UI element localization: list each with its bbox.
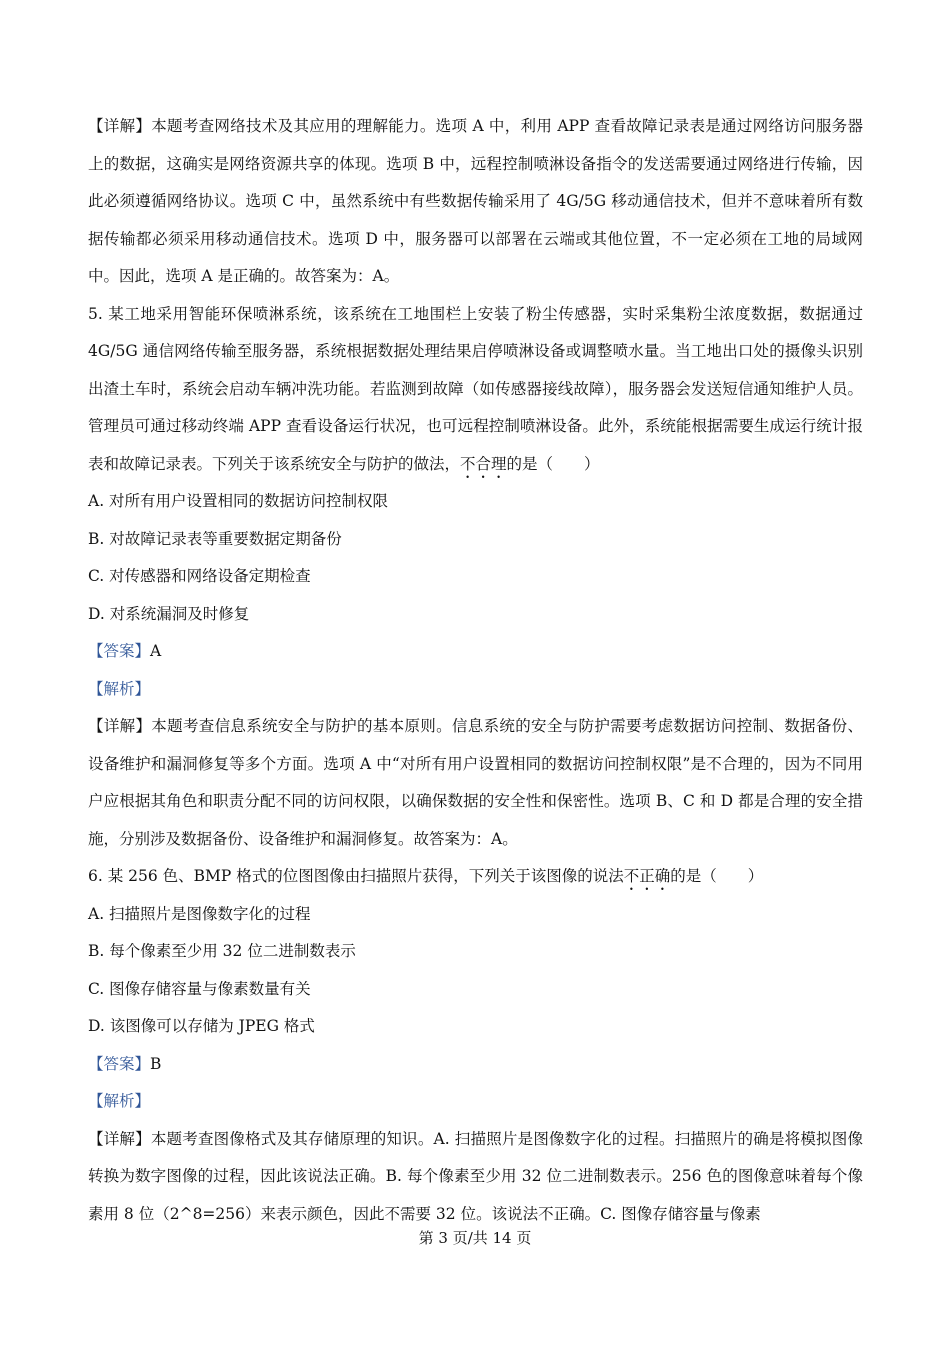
q5-option-a: A. 对所有用户设置相同的数据访问控制权限 [88, 492, 389, 510]
q6-stem-after: 的是（ ） [670, 867, 764, 885]
q5-option-c: C. 对传感器和网络设备定期检查 [88, 567, 311, 585]
q6-stem [88, 858, 863, 896]
answer-tag: 【答案】 [88, 1054, 151, 1073]
answer-value: A [150, 642, 162, 660]
analysis-tag: 【解析】 [88, 679, 151, 698]
detail-tag: 【详解】 [88, 717, 152, 735]
q6-option-a: A. 扫描照片是图像数字化的过程 [88, 904, 311, 923]
detail-tag: 【详解】 [88, 1129, 151, 1148]
q5-stem-after: 的是（ ） [506, 454, 600, 473]
q5-stem-emphasis: 不合理 [460, 454, 507, 473]
answer-value: B [150, 1054, 162, 1073]
q5-detail [88, 708, 863, 858]
q6-stem-before: 6. 某 256 色、BMP 格式的位图图像由扫描照片获得，下列关于该图像的说法 [88, 867, 624, 885]
q6-analysis [88, 1083, 863, 1121]
detail-text: 本题考查图像格式及其存储原理的知识。A. 扫描照片是图像数字化的过程。扫描照片的确是将模拟图像转换为数字图像的过程，因此该说法正确。B. 每个像素至少用 32 位二进制数表示。256 色的图像意味着每个像素用 8 位（2^8=256）来表示颜色，因此不需要 32 位。该说法不正确。C. 图像存储容量与像素 [88, 1129, 863, 1223]
q6-option-b: B. 每个像素至少用 32 位二进制数表示 [88, 942, 356, 960]
q5-stem [88, 296, 863, 484]
detail-text: 本题考查网络技术及其应用的理解能力。选项 A 中，利用 APP 查看故障记录表是通过网络访问服务器上的数据，这确实是网络资源共享的体现。选项 B 中，远程控制喷淋设备指令的发送需要通过网络进行传输，因此必须遵循网络协议。选项 C 中，虽然系统中有些数据传输采用了 4G/5G 移动通信技术，但并不意味着所有数据传输都必须采用移动通信技术。选项 D 中，服务器可以部署在云端或其他位置，不一定必须在工地的局域网中。因此，选项 A 是正确的。故答案为：A。 [88, 117, 863, 285]
q6-answer [88, 1046, 863, 1084]
q5-analysis [88, 671, 863, 709]
document-page [88, 108, 863, 1233]
detail-text: 本题考查信息系统安全与防护的基本原则。信息系统的安全与防护需要考虑数据访问控制、数据备份、设备维护和漏洞修复等多个方面。选项 A 中“对所有用户设置相同的数据访问控制权限”是不合理的，因为不同用户应根据其角色和职责分配不同的访问权限，以确保数据的安全性和保密性。选项 B、C 和 D 都是合理的安全措施，分别涉及数据备份、设备维护和漏洞修复。故答案为：A。 [88, 717, 863, 848]
analysis-tag: 【解析】 [88, 1092, 151, 1110]
q6-option-c: C. 图像存储容量与像素数量有关 [88, 979, 311, 998]
q6-option-d: D. 该图像可以存储为 JPEG 格式 [88, 1017, 315, 1035]
q5-option-d: D. 对系统漏洞及时修复 [88, 604, 250, 623]
q4-detail [88, 108, 863, 296]
answer-tag: 【答案】 [88, 642, 151, 660]
q6-stem-emphasis: 不正确 [623, 867, 671, 885]
detail-tag: 【详解】 [88, 117, 152, 135]
q5-option-b: B. 对故障记录表等重要数据定期备份 [88, 529, 342, 548]
q5-stem-before: 5. 某工地采用智能环保喷淋系统，该系统在工地围栏上安装了粉尘传感器，实时采集粉尘浓度数据，数据通过 4G/5G 通信网络传输至服务器，系统根据数据处理结果启停喷淋设备或调整喷水量。当工地出口处的摄像头识别出渣土车时，系统会启动车辆冲洗功能。若监测到故障（如传感器接线故障），服务器会发送短信通知维护人员。管理员可通过移动终端 APP 查看设备运行状况，也可远程控制喷淋设备。此外，系统能根据需要生成运行统计报表和故障记录表。下列关于该系统安全与防护的做法， [88, 304, 863, 473]
q6-detail [88, 1121, 863, 1234]
page-footer: 第 3 页/共 14 页 [418, 1229, 532, 1247]
q5-answer [88, 633, 863, 671]
